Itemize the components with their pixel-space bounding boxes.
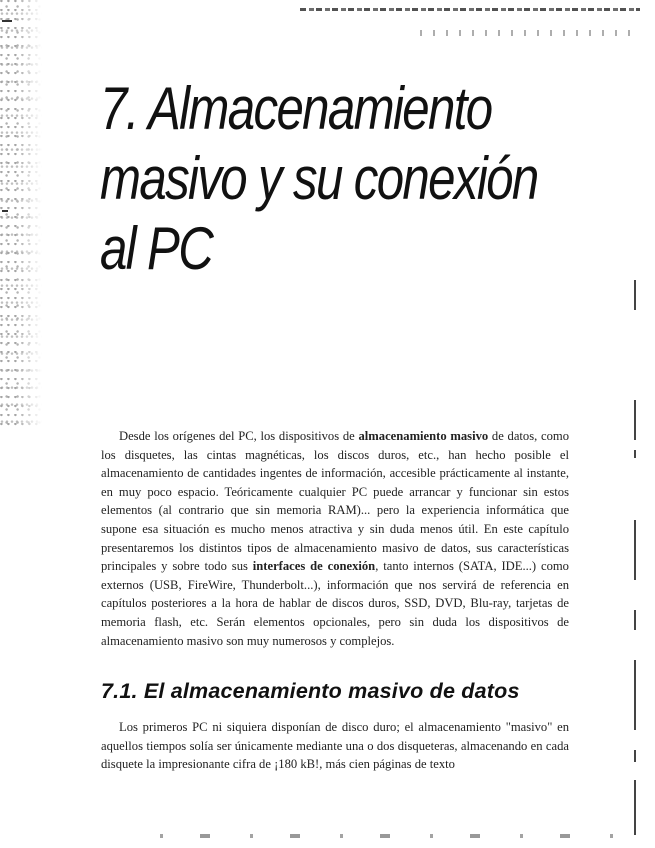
intro-text: , tanto internos (SATA, IDE...) como externos (USB, FireWire, Thunderbolt...), información que nos servirá de referencia en capítulos posteriores a la hora de hablar de discos duros, SSD, DVD, Blu-ray, tarjetas de memoria flash, etc. Serán elementos opcionales, pero sin duda los dispositivos de almacenamiento masivo son muy numerosos y complejos.: [101, 559, 569, 648]
intro-text: Desde los orígenes del PC, los dispositivos de: [119, 429, 359, 443]
scan-edge-mark: [2, 210, 8, 212]
intro-paragraph: [101, 427, 569, 650]
chapter-title: [100, 74, 538, 284]
bold-term: interfaces de conexión: [252, 559, 376, 574]
intro-text: de datos, como los disquetes, las cintas magnéticas, los discos duros, etc., han hecho posible el almacenamiento de cantidades ingentes de información, accesible prácticamente al instante, en muy poco espacio. Teóricamente cualquier PC puede arrancar y funcionar sin estos elementos (al contrario que sin memoria RAM)... pero la experiencia informática que supone esa situación es mucho menos atractiva y sin duda menos útil. En este capítulo presentaremos los distintos tipos de almacenamiento masivo de datos, sus características principales y sobre todo sus: [101, 429, 570, 574]
chapter-title-line: 7. Almacenamiento: [100, 75, 492, 142]
section-heading: 7.1. El almacenamiento masivo de datos: [101, 679, 520, 703]
scan-edge-mark: [2, 20, 12, 22]
scan-top-specks: [420, 30, 630, 36]
section-paragraph: Los primeros PC ni siquiera disponían de disco duro; el almacenamiento "masivo" en aquellos tiempos solía ser únicamente mediante una o dos disqueteras, almacenando en cada disquete la impresionante cifra de ¡180 kB!, más cien páginas de texto: [101, 720, 569, 772]
scan-top-rule: [300, 8, 640, 11]
chapter-title-line: al PC: [100, 215, 213, 282]
bold-term: almacenamiento masivo: [358, 429, 489, 443]
scan-bottom-marks: [140, 834, 620, 838]
chapter-title-line: masivo y su conexión: [100, 145, 538, 212]
scan-right-edge: [628, 280, 644, 840]
scan-binding-edge: [0, 0, 42, 430]
